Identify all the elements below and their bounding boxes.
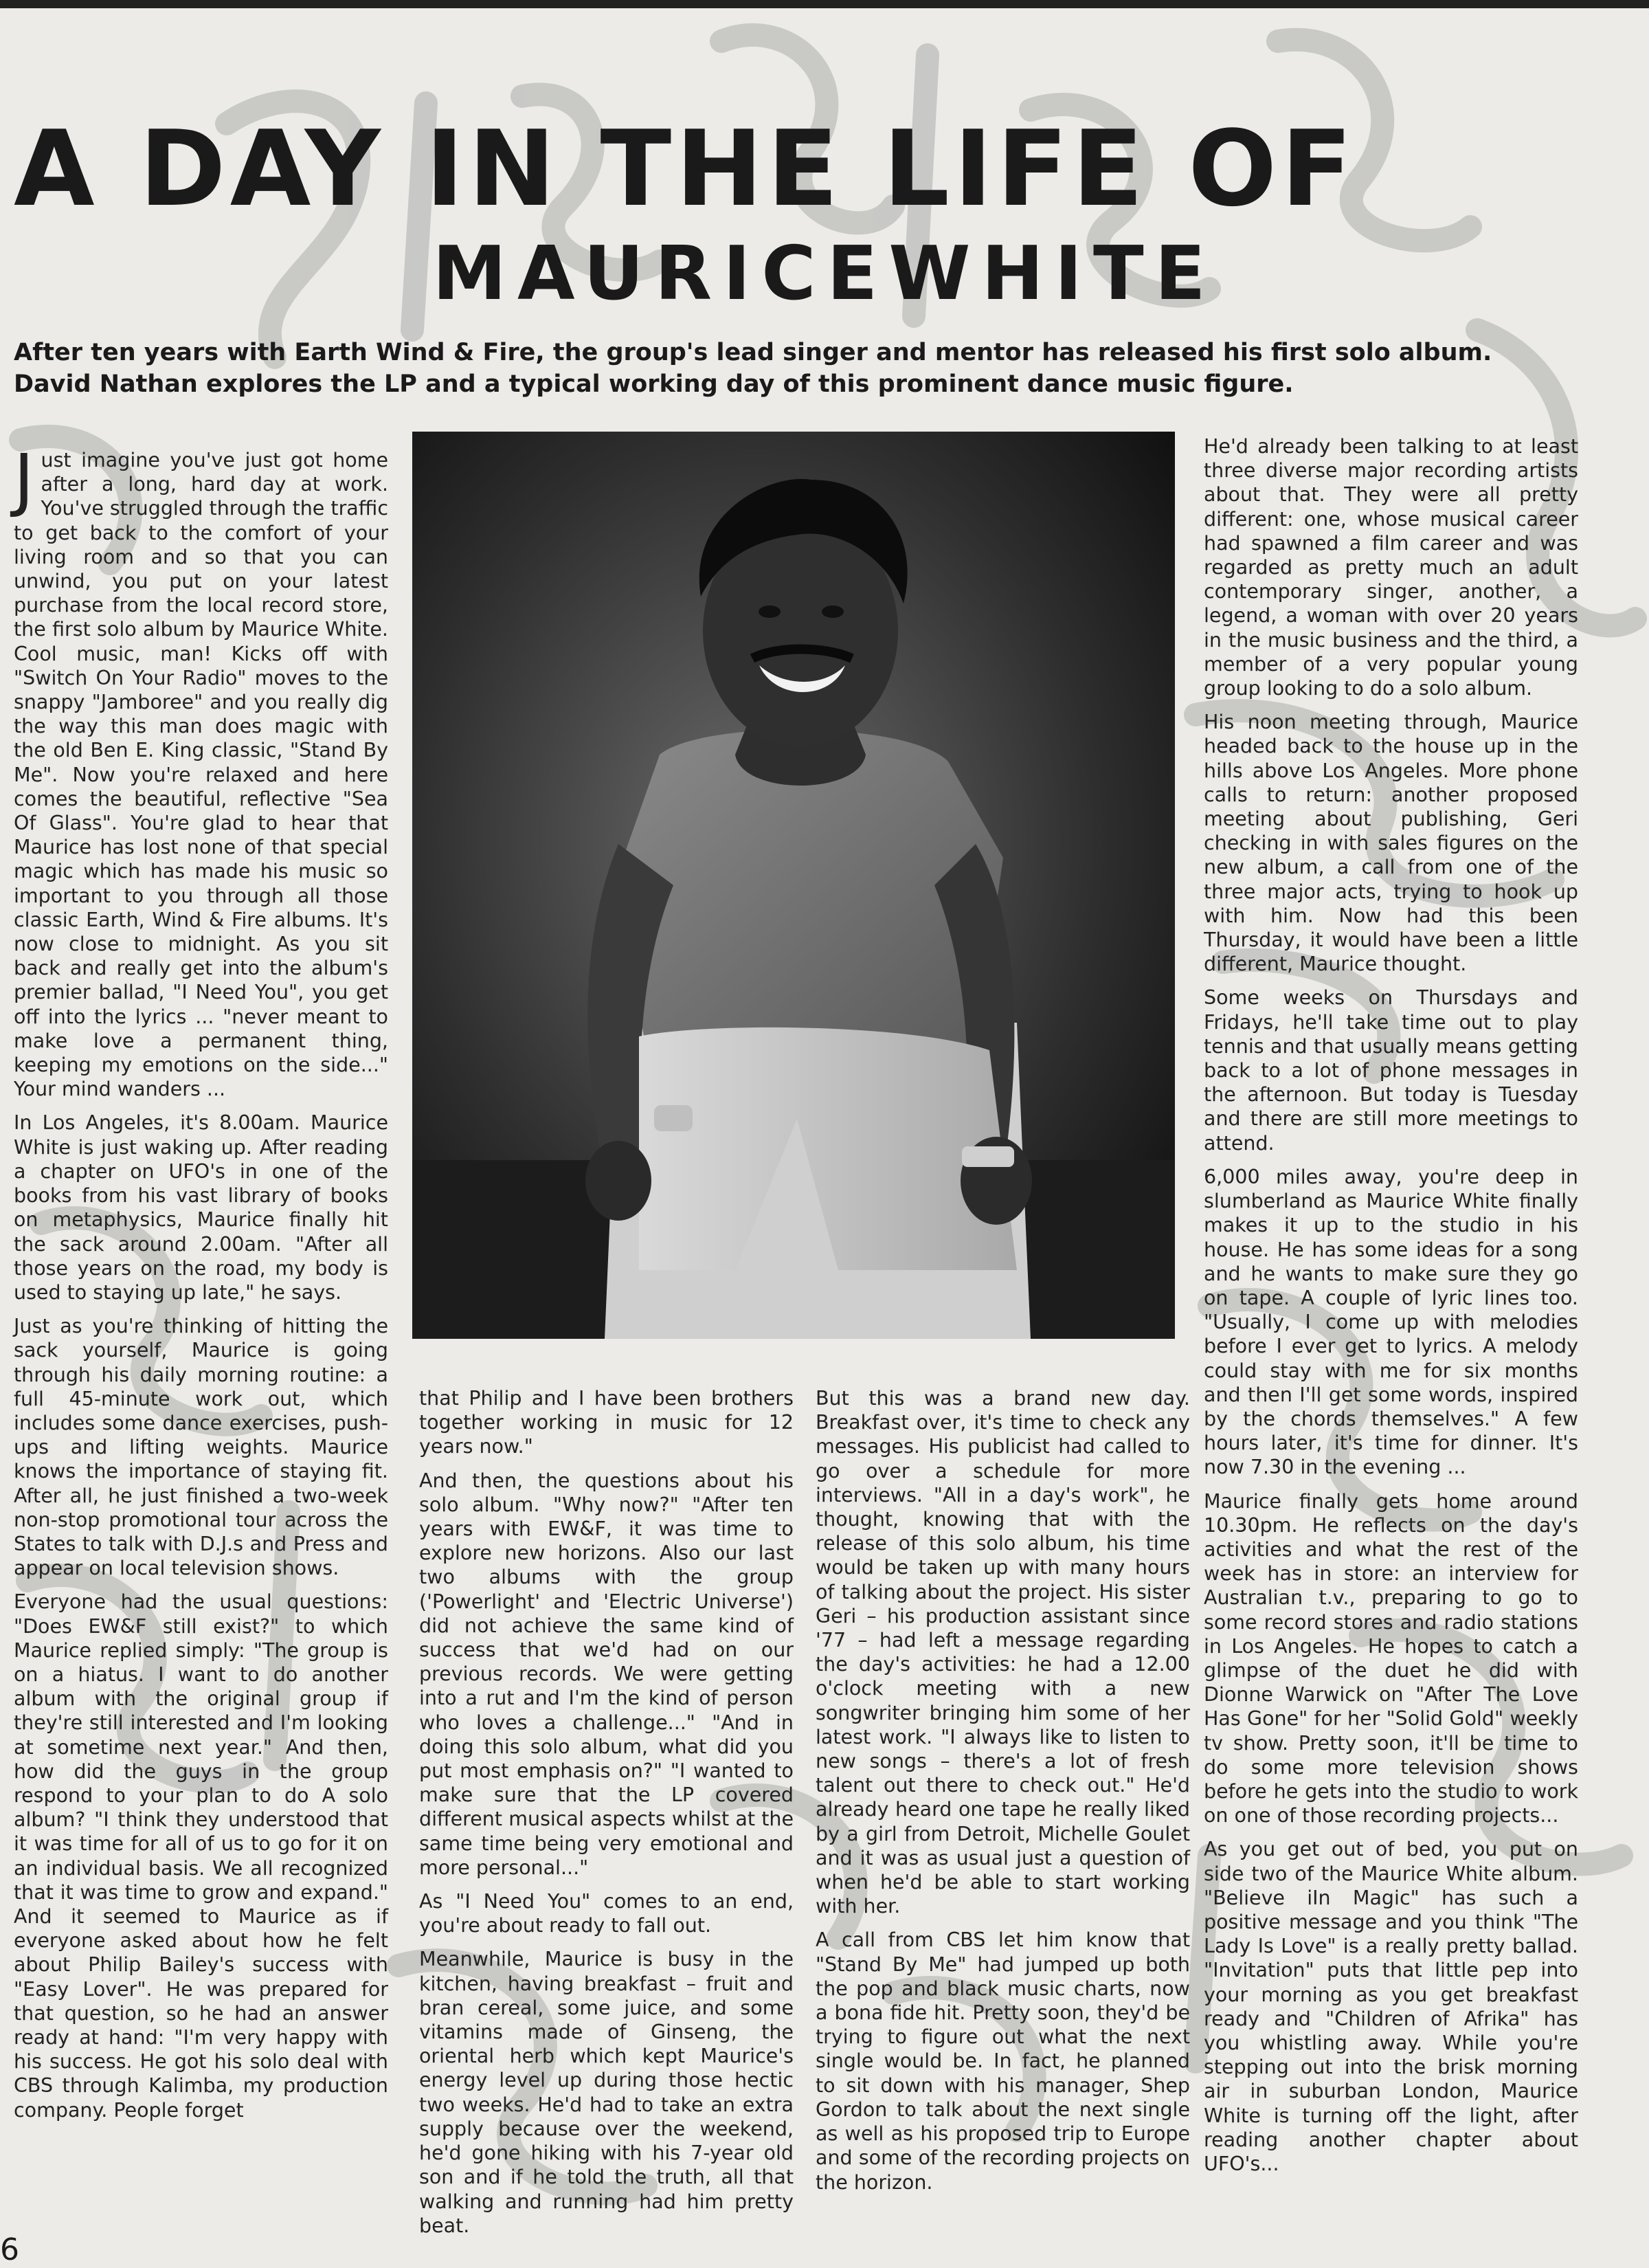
column-4-paragraph-3: Some weeks on Thursdays and Fridays, he'll take time out to play tennis and that usually means getting back to a lot of phone messages in the afternoon. But today is Tuesday and there are still more meetings to attend. (1204, 986, 1578, 1155)
column-3-paragraph-2: A call from CBS let him know that "Stand By Me" had jumped up both the pop and black music charts, now a bona fide hit. Pretty soon, they'd be trying to figure out what the next single would be. In fact, he planned to sit down with his manager, Shep Gordon to talk about the next single as well as his proposed trip to Europe and some of the recording projects on the horizon. (816, 1928, 1190, 2194)
column-1-paragraph-3: Just as you're thinking of hitting the sack yourself, Maurice is going through his daily morning routine: a full 45-minute work out, which includes some dance exercises, push-ups and lifting weights. Maurice knows the importance of staying fit. After all, he just finished a two-week non-stop promotional tour across the States to talk with D.J.s and Press and appear on local television shows. (14, 1315, 388, 1580)
column-4-paragraph-6: As you get out of bed, you put on side two of the Maurice White album. "Believe iIn Magic" has such a positive message and you think "The Lady Is Love" is a really pretty ballad. "Invitation" puts that little pep into your morning as you get breakfast ready and "Children of Afrika" has you whistling away. While you're stepping out into the brisk morning air in suburban London, Maurice White is turning off the light, after reading another chapter about UFO's... (1204, 1838, 1578, 2176)
column-2-paragraph-4: Meanwhile, Maurice is busy in the kitchen, having breakfast – fruit and bran cereal, some juice, and some vitamins made of Ginseng, the oriental herb which kept Maurice's energy level up during those hectic two weeks. He'd had to take an extra supply because over the weekend, he'd gone hiking with his 7-year old son and if he told the truth, all that walking and running had him pretty beat. (419, 1948, 794, 2237)
column-1-paragraph-4: Everyone had the usual questions: "Does EW&F still exist?" to which Maurice replied simply: "The group is on a hiatus. I want to do another album with the original group if they're still interested and I'm looking at sometime next year." And then, how did the guys in the group respond to your plan to do A solo album? "I think they understood that it was time for all of us to go for it on an individual basis. We all recognized that it was time to grow and expand." And it seemed to Maurice as if everyone asked about how he felt about Philip Bailey's success with "Easy Lover". He was prepared for that question, so he had an answer ready at hand: "I'm very happy with his success. He got his solo deal with CBS through Kalimba, my production company. People forget (14, 1590, 388, 2122)
article-headline: A DAY IN THE LIFE OF (14, 108, 1357, 230)
portrait-photo (412, 432, 1175, 1339)
column-4-paragraph-1: He'd already been talking to at least three diverse major recording artists about that. They were all pretty different: one, whose musical career had spawned a film career and was regarded as pretty much an adult contemporary singer, another, a legend, a woman with over 20 years in the music business and the third, a member of a very popular young group looking to do a solo album. (1204, 435, 1578, 700)
drop-cap: J (14, 439, 34, 520)
column-1-paragraph-2: In Los Angeles, it's 8.00am. Maurice White is just waking up. After reading a chapter on UFO's in one of the books from his vast library of books on metaphysics, Maurice finally hit the sack around 2.00am. "After all those years on the road, my body is used to staying up late," he says. (14, 1111, 388, 1304)
column-4-paragraph-4: 6,000 miles away, you're deep in slumberland as Maurice White finally makes it up to the studio in his house. He has some ideas for a song and he wants to make sure they go on tape. A couple of lyric lines too. "Usually, I come up with melodies before I ever get to lyrics. A melody could stay with me for six months and then I'll get some words, inspired by the chords themselves." A few hours later, it's time for dinner. It's now 7.30 in the evening ... (1204, 1165, 1578, 1479)
page-number: 6 (0, 2232, 19, 2267)
column-4-paragraph-5: Maurice finally gets home around 10.30pm. He reflects on the day's activities and what the rest of the week has in store: an interview for Australian t.v., preparing to go to some record stores and radio stations in Los Angeles. He hopes to catch a glimpse of the duet he did with Dionne Warwick on "After The Love Has Gone" for her "Solid Gold" weekly tv show. Pretty soon, it'll be time to do some more television shows before he gets into the studio to work on one of those recording projects... (1204, 1489, 1578, 1827)
column-2 (419, 1386, 794, 2247)
column-3 (816, 1386, 1190, 2204)
portrait-photo-graphic (412, 432, 1175, 1339)
column-1-paragraph-1-text: ust imagine you've just got home after a long, hard day at work. You've struggled through the traffic to get back to the comfort of your living room and so that you can unwind, you put on your latest purchase from the local record store, the first solo album by Maurice White. Cool music, man! Kicks off with "Switch On Your Radio" moves to the snappy "Jamboree" and you really dig the way this man does magic with the old Ben E. King classic, "Stand By Me". Now you're relaxed and here comes the beautiful, reflective "Sea Of Glass". You're glad to hear that Maurice has lost none of that special magic which has made his music so important to you through all those classic Earth, Wind & Fire albums. It's now close to midnight. As you sit back and really get into the album's premier ballad, "I Need You", you get off into the lyrics ... "never meant to make love a permanent thing, keeping my emotions on the side..." Your mind wanders ... (14, 449, 388, 1101)
column-1-paragraph-1 (14, 439, 388, 1101)
column-1 (14, 439, 388, 2132)
column-2-paragraph-1: that Philip and I have been brothers together working in music for 12 years now." (419, 1387, 794, 1458)
article-intro: After ten years with Earth Wind & Fire, the group's lead singer and mentor has released his first solo album. David Nathan explores the LP and a typical working day of this prominent dance music figure. (14, 339, 1492, 398)
column-2-paragraph-3: As "I Need You" comes to an end, you're about ready to fall out. (419, 1890, 794, 1937)
article-subhead: MAURICEWHITE (432, 231, 1217, 317)
top-border (0, 0, 1649, 8)
column-4-paragraph-2: His noon meeting through, Maurice headed back to the house up in the hills above Los Angeles. More phone calls to return: another proposed meeting about publishing, Geri checking in with sales figures on the new album, a call from one of the three major acts, trying to hook up with him. Now had this been Thursday, it would have been a little different, Maurice thought. (1204, 711, 1578, 976)
column-3-paragraph-1: But this was a brand new day. Breakfast over, it's time to check any messages. His publicist had called to go over a schedule for more interviews. "All in a day's work", he thought, knowing that with the release of this solo album, his time would be taken up with many hours of talking about the project. His sister Geri – his production assistant since '77 – had left a message regarding the day's activities: he had a 12.00 o'clock meeting with a new songwriter bringing him some of her latest work. "I always like to listen to new songs – there's a lot of fresh talent out there to check out." He'd already heard one tape he really liked by a girl from Detroit, Michelle Goulet and it was as usual just a question of when he'd be able to start working with her. (816, 1387, 1190, 1918)
column-4 (1204, 434, 1578, 2186)
column-2-paragraph-2: And then, the questions about his solo album. "Why now?" "After ten years with EW&F, it was time to explore new horizons. Also our last two albums with the group ('Powerlight' and 'Electric Universe') did not achieve the same kind of success that we'd had on our previous records. We were getting into a rut and I'm the kind of person who loves a challenge..." "And in doing this solo album, what did you put most emphasis on?" "I wanted to make sure that the LP covered different musical aspects whilst at the same time being very emotional and more personal..." (419, 1469, 794, 1879)
